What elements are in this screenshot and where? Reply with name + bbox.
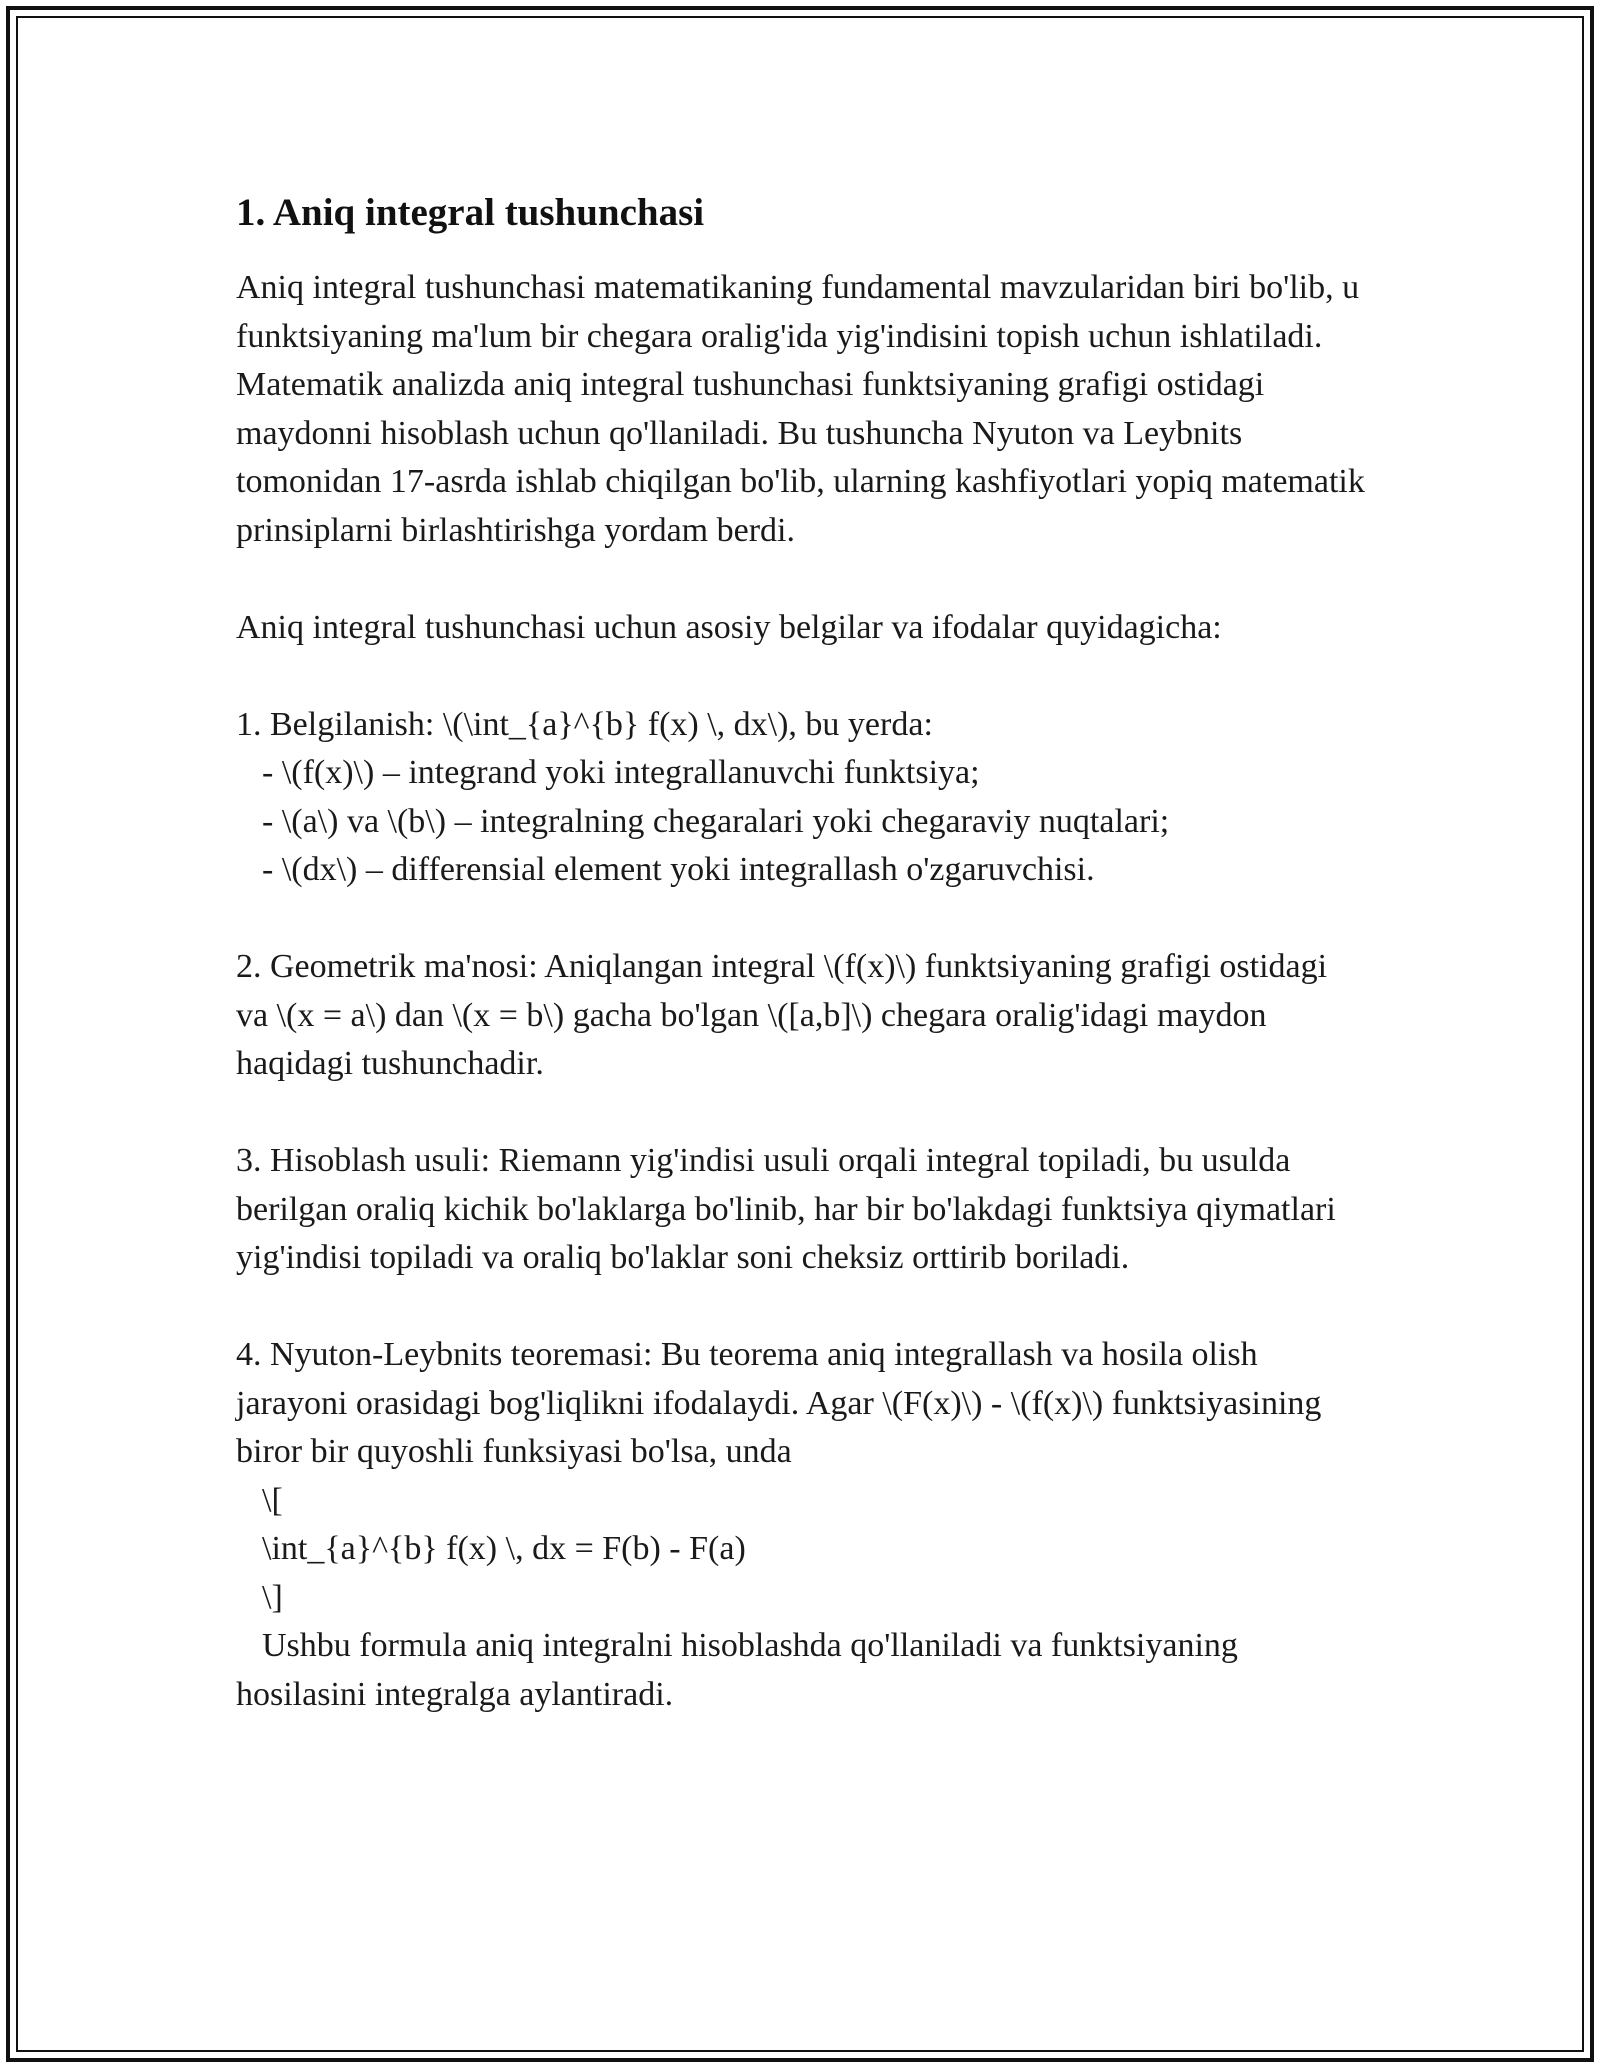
item-newton-leibniz-conclusion: Ushbu formula aniq integralni hisoblashda qo'llaniladi va funktsiyaning hosilasini integralga aylantiradi. — [236, 1627, 1238, 1713]
spacer — [236, 1089, 1366, 1138]
item-geometric-meaning: 2. Geometrik ma'nosi: Aniqlangan integral \(f(x)\) funktsiyaning grafigi ostidagi va \(x = a\) dan \(x = b\) gacha bo'lgan \([a,b]\) chegara oralig'idagi maydon haqidagi tushunchadir. — [236, 948, 1328, 1082]
formula-open: \[ — [262, 1481, 283, 1519]
formula-close: \] — [262, 1578, 283, 1616]
spacer — [236, 652, 1366, 701]
item-notation-heading: 1. Belgilanish: \(\int_{a}^{b} f(x) \, dx\), bu yerda: — [236, 705, 933, 743]
lead-paragraph: Aniq integral tushunchasi uchun asosiy belgilar va ifodalar quyidagicha: — [236, 608, 1222, 646]
section-title: 1. Aniq integral tushunchasi — [236, 191, 705, 234]
spacer — [236, 555, 1366, 604]
bullet-integrand: - \(f(x)\) – integrand yoki integrallanuvchi funktsiya; — [262, 754, 980, 791]
item-newton-leibniz-text: 4. Nyuton-Leybnits teoremasi: Bu teorema aniq integrallash va hosila olish jarayoni orasidagi bog'liqlikni ifodalaydi. Agar \(F(x)\) - \(f(x)\) funktsiyasining biror bir quyoshli funksiyasi bo'lsa, unda — [236, 1336, 1322, 1470]
spacer — [236, 895, 1366, 944]
formula: \int_{a}^{b} f(x) \, dx = F(b) - F(a) — [262, 1530, 746, 1567]
bullet-differential: - \(dx\) – differensial element yoki integrallash o'zgaruvchisi. — [262, 851, 1095, 888]
spacer — [236, 1283, 1366, 1332]
intro-paragraph: Aniq integral tushunchasi matematikaning fundamental mavzularidan biri bo'lib, u funktsiyaning ma'lum bir chegara oralig'ida yig'indisini topish uchun ishlatiladi. Matematik analizda aniq integral tushunchasi funktsiyaning grafigi ostidagi maydonni hisoblash uchun qo'llaniladi. Bu tushuncha Nyuton va Leybnits tomonidan 17-asrda ishlab chiqilgan bo'lib, ularning kashfiyotlari yopiq matematik prinsiplarni birlashtirishga yordam berdi. — [236, 269, 1365, 549]
document-body — [236, 188, 1366, 1719]
item-calculation-method: 3. Hisoblash usuli: Riemann yig'indisi usuli orqali integral topiladi, bu usulda berilgan oraliq kichik bo'laklarga bo'linib, har bir bo'lakdagi funktsiya qiymatlari yig'indisi topiladi va oraliq bo'laklar soni cheksiz orttirib boriladi. — [236, 1142, 1336, 1276]
item-newton-leibniz — [236, 1331, 1366, 1719]
item-notation — [236, 701, 1366, 895]
bullet-limits: - \(a\) va \(b\) – integralning chegaralari yoki chegaraviy nuqtalari; — [262, 802, 1170, 840]
